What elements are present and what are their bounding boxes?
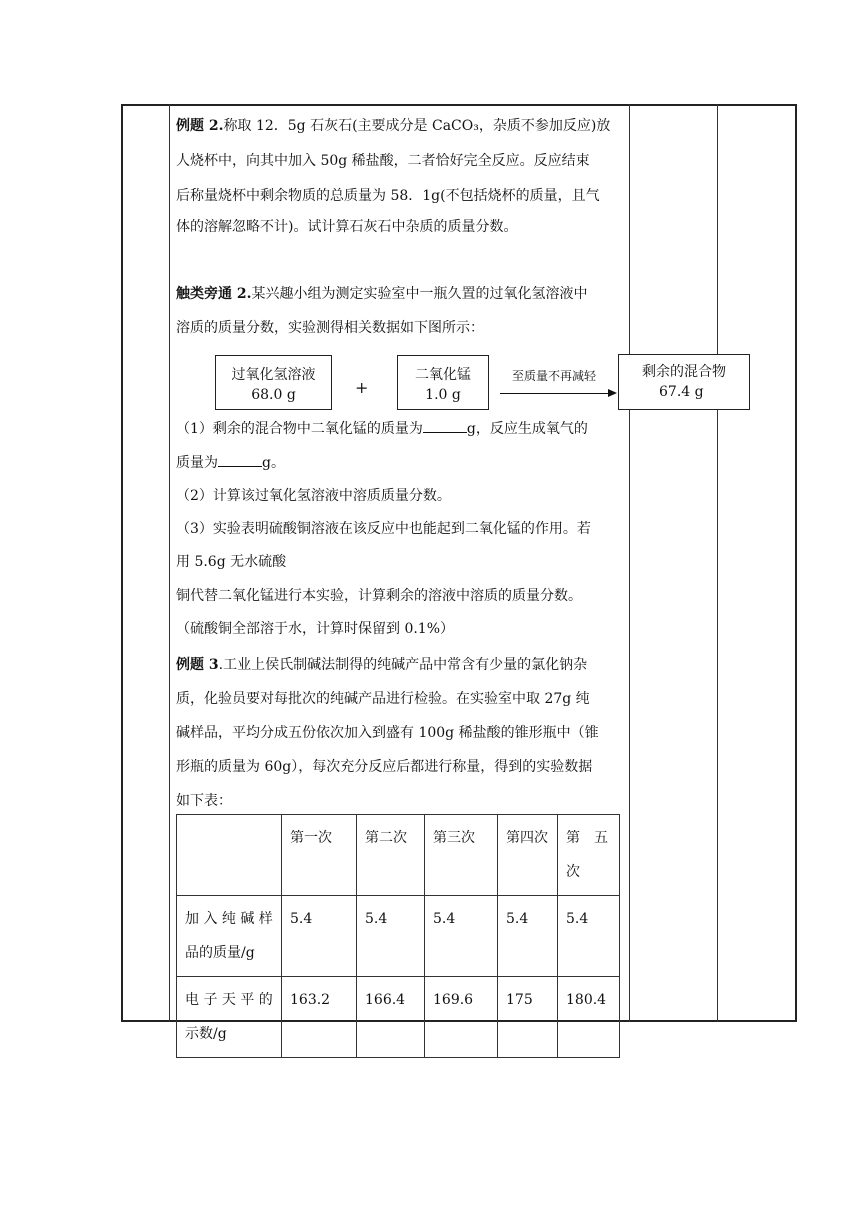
example3-title: 例题 3 [176, 657, 219, 673]
example2-line-2: 人烧杯中，向其中加入 50g 稀盐酸，二者恰好完全反应。反应结束 [176, 153, 590, 169]
q1-text-c: 质量为 [176, 455, 218, 471]
table-cell: 180.4 [558, 977, 620, 1058]
practice2-text-1: 某兴趣小组为测定实验室中一瓶久置的过氧化氢溶液中 [251, 286, 588, 302]
table-header-cell: 第二次 [357, 815, 425, 896]
arrow-head-icon [608, 389, 617, 397]
table-header-row [177, 815, 620, 896]
hydrogen-peroxide-box [215, 355, 332, 410]
plus-sign: + [355, 378, 369, 397]
table-row [177, 977, 620, 1058]
q1-blank-1[interactable] [423, 418, 467, 433]
column-divider-2 [629, 104, 630, 1022]
example3-line-2: 质，化验员要对每批次的纯碱产品进行检验。在实验室中取 27g 纯 [176, 691, 590, 707]
box2-mass: 1.0 g [425, 387, 461, 403]
table-cell: 5.4 [357, 896, 425, 977]
question3-line-2: 用 5.6g 无水硫酸 [176, 554, 287, 570]
table-header-cell: 第四次 [498, 815, 558, 896]
question1-line-2 [176, 452, 285, 473]
example3-line-3: 碱样品，平均分成五份依次加入到盛有 100g 稀盐酸的锥形瓶中（锥 [176, 725, 599, 741]
q1-text-b: g，反应生成氧气的 [466, 421, 588, 437]
table-cell: 5.4 [558, 896, 620, 977]
example2-text-1: 称取 12．5g 石灰石(主要成分是 CaCO₃，杂质不参加反应)放 [223, 118, 611, 134]
example2-title: 例题 2. [176, 118, 224, 134]
experiment-data-table [176, 814, 620, 1058]
table-cell: 175 [498, 977, 558, 1058]
example2-line-3: 后称量烧杯中剩余物质的总质量为 58．1g(不包括烧杯的质量，且气 [176, 188, 600, 204]
remaining-mixture-box [618, 354, 750, 410]
q1-text-a: （1）剩余的混合物中二氧化锰的质量为 [176, 421, 423, 437]
table-header-cell: 第三次 [425, 815, 498, 896]
example3-line-5: 如下表： [176, 793, 232, 809]
box1-name: 过氧化氢溶液 [231, 367, 316, 383]
table-cell: 5.4 [498, 896, 558, 977]
table-row-label: 电 子 天 平 的 示数/g [177, 977, 282, 1058]
table-header-cell [177, 815, 282, 896]
box1-mass: 68.0 g [251, 387, 296, 403]
arrow-label: 至质量不再减轻 [512, 369, 597, 383]
table-row [177, 896, 620, 977]
example3-text-1: .工业上侯氏制碱法制得的纯碱产品中常含有少量的氯化钠杂 [218, 657, 588, 673]
table-header-cell: 第 五次 [558, 815, 620, 896]
example2-line-1 [176, 116, 610, 136]
example3-line-4: 形瓶的质量为 60g），每次充分反应后都进行称量，得到的实验数据 [176, 759, 593, 775]
box2-name: 二氧化锰 [415, 367, 471, 383]
question3-line-4: （硫酸铜全部溶于水，计算时保留到 0.1%） [176, 621, 455, 637]
q1-blank-2[interactable] [218, 452, 262, 467]
column-divider-3 [717, 104, 718, 1022]
table-cell: 169.6 [425, 977, 498, 1058]
table-cell: 5.4 [282, 896, 357, 977]
practice2-line-1 [176, 284, 588, 304]
box3-name: 剩余的混合物 [642, 364, 726, 380]
practice2-title: 触类旁通 2. [176, 286, 252, 302]
table-header-cell: 第一次 [282, 815, 357, 896]
table-cell: 166.4 [357, 977, 425, 1058]
box3-mass: 67.4 g [659, 384, 704, 400]
example3-line-1 [176, 655, 587, 675]
table-row-label: 加 入 纯 碱 样 品的质量/g [177, 896, 282, 977]
table-cell: 5.4 [425, 896, 498, 977]
q1-text-d: g。 [262, 455, 285, 471]
table-cell: 163.2 [282, 977, 357, 1058]
question1-line-1 [176, 418, 588, 439]
column-divider-1 [169, 104, 170, 1022]
reaction-arrow [500, 393, 610, 394]
manganese-dioxide-box [397, 355, 489, 410]
example2-line-4: 体的溶解忽略不计)。试计算石灰石中杂质的质量分数。 [176, 219, 518, 235]
question3-line-3: 铜代替二氧化锰进行本实验，计算剩余的溶液中溶质的质量分数。 [176, 588, 582, 604]
practice2-line-2: 溶质的质量分数，实验测得相关数据如下图所示： [176, 320, 484, 336]
question3-line-1: （3）实验表明硫酸铜溶液在该反应中也能起到二氧化锰的作用。若 [176, 521, 591, 537]
question2-line: （2）计算该过氧化氢溶液中溶质质量分数。 [176, 488, 451, 504]
